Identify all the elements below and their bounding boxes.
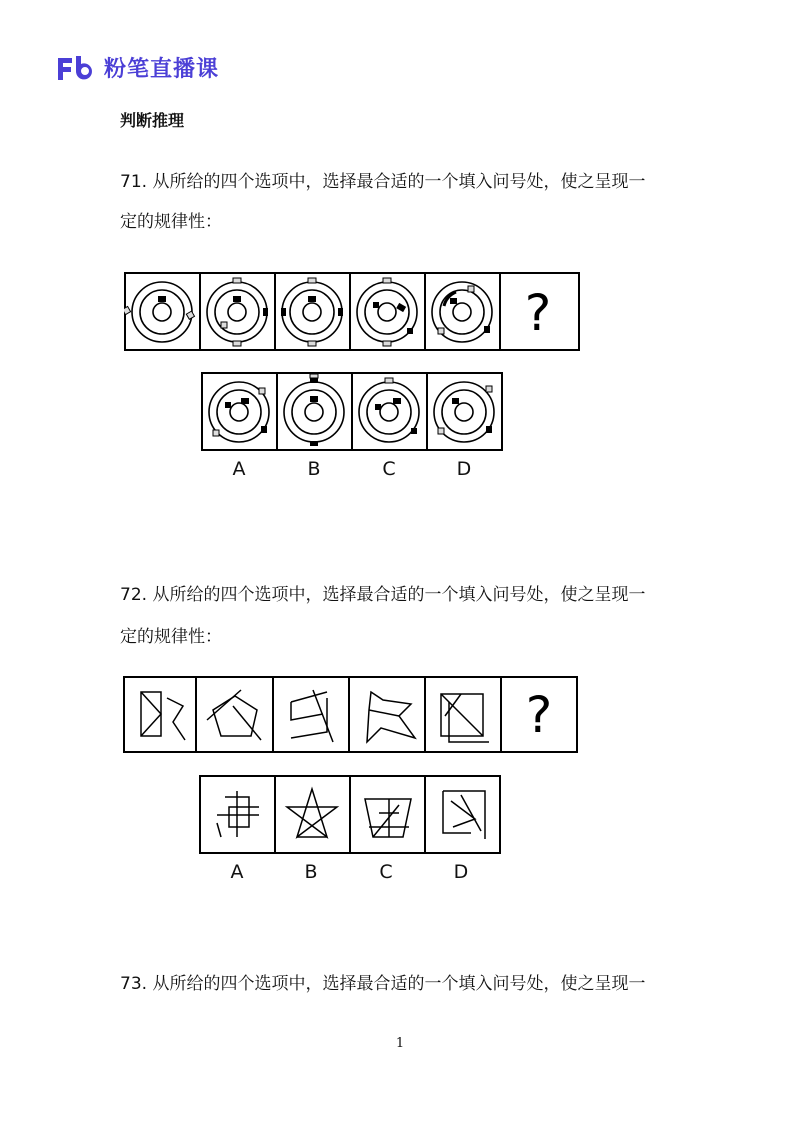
question-71-text-line1: 71. 从所给的四个选项中，选择最合适的一个填入问号处，使之呈现一 xyxy=(120,172,646,192)
q72-figure-1 xyxy=(141,692,185,740)
question-72-text-line2: 定的规律性： xyxy=(120,627,222,647)
q71-figure-5 xyxy=(432,282,492,342)
q72-option-a-figure xyxy=(217,791,259,837)
section-title: 判断推理 xyxy=(120,111,185,130)
q71-figure-4 xyxy=(357,278,417,346)
q72-option-b-label: B xyxy=(304,861,318,883)
q71-option-figures xyxy=(201,372,503,452)
q71-option-b-label: B xyxy=(307,458,321,480)
q71-option-a-label: A xyxy=(232,458,246,480)
question-73-text-line1: 73. 从所给的四个选项中，选择最合适的一个填入问号处，使之呈现一 xyxy=(120,974,646,994)
q72-figure-4 xyxy=(367,692,415,742)
q72-option-c-label: C xyxy=(379,861,393,883)
q72-figure-3 xyxy=(291,690,333,742)
q72-figure-5 xyxy=(441,694,489,742)
q72-option-figures xyxy=(199,775,501,855)
q71-option-d-figure xyxy=(434,382,494,442)
page-number: 1 xyxy=(395,1036,405,1051)
question-71-text-line2: 定的规律性： xyxy=(120,212,222,232)
q72-option-d-label: D xyxy=(453,861,469,883)
q71-question-mark: ? xyxy=(524,284,552,342)
q71-option-d-label: D xyxy=(456,458,472,480)
q71-option-a-figure xyxy=(209,382,269,442)
brand-name: 粉笔直播课 xyxy=(104,57,220,82)
q71-option-c-figure xyxy=(359,378,419,442)
q72-option-b-figure xyxy=(287,789,337,837)
q72-option-d-figure xyxy=(443,791,485,839)
q72-option-c-figure xyxy=(365,799,411,837)
q71-figure-1 xyxy=(124,282,195,342)
q71-question-figures xyxy=(124,272,580,352)
q72-figure-2 xyxy=(207,690,261,740)
q71-option-c-label: C xyxy=(382,458,396,480)
brand-logo xyxy=(56,52,219,83)
q72-question-mark: ? xyxy=(525,686,553,744)
q71-option-b-figure xyxy=(284,374,344,446)
fb-logo-icon xyxy=(56,54,98,82)
q71-figure-3 xyxy=(281,278,343,346)
question-72-text-line1: 72. 从所给的四个选项中，选择最合适的一个填入问号处，使之呈现一 xyxy=(120,585,646,605)
q72-question-figures xyxy=(123,676,578,754)
q72-option-a-label: A xyxy=(230,861,244,883)
q71-figure-2 xyxy=(207,278,268,346)
